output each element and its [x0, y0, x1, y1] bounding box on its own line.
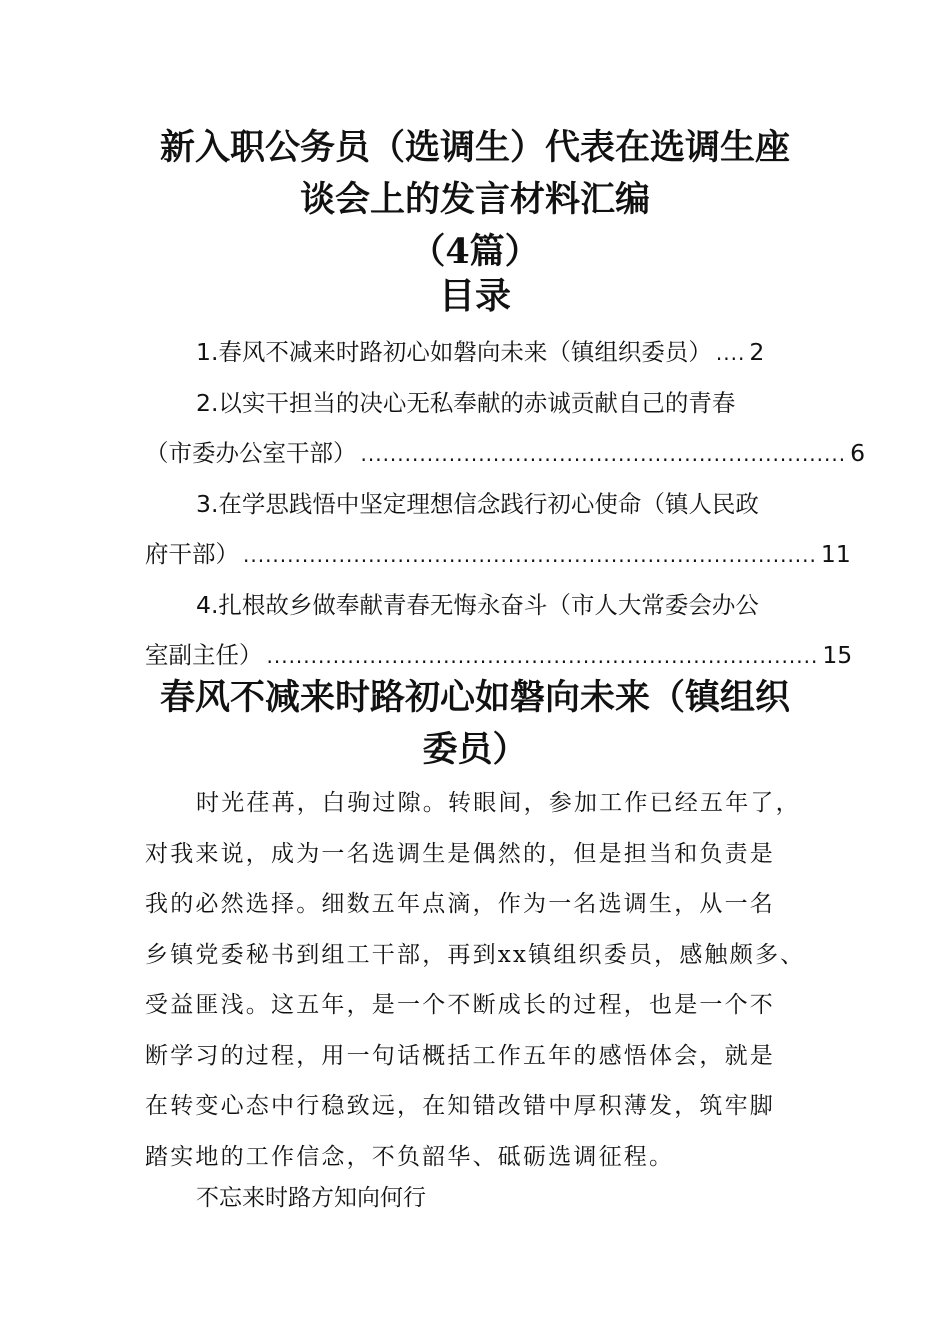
body-line: 我的必然选择。细数五年点滴，作为一名选调生，从一名 — [145, 891, 775, 917]
toc-entry-text-cont: 府干部） — [145, 540, 239, 568]
toc-entry-text: 1.春风不减来时路初心如磐向未来（镇组织委员） — [196, 338, 712, 366]
toc-entry-2[interactable] — [145, 378, 866, 479]
toc-leader-dots: ........................................................................... — [266, 644, 819, 668]
body-line: 时光荏苒，白驹过隙。转眼间，参加工作已经五年了， — [196, 790, 801, 816]
toc-entry-text: 3.在学思践悟中坚定理想信念践行初心使命（镇人民政 — [196, 490, 759, 518]
body-line: 对我来说，成为一名选调生是偶然的，但是担当和负责是 — [145, 840, 775, 867]
toc-entry-text-cont: 室副主任） — [145, 641, 263, 669]
table-of-contents — [145, 327, 866, 681]
toc-page-number: 11 — [820, 540, 851, 568]
document-title-line: 谈会上的发言材料汇编 — [299, 179, 650, 220]
body-line: 在转变心态中行稳致远，在知错改错中厚积薄发，筑牢脚 — [145, 1093, 775, 1119]
toc-entry-1[interactable] — [145, 327, 807, 378]
document-title-count: （4篇） — [410, 231, 540, 272]
subsection-heading: 不忘来时路方知向何行 — [196, 1185, 426, 1211]
section-title — [120, 672, 830, 776]
toc-leader-dots: .................................................................. — [360, 442, 847, 466]
toc-entry-text: 4.扎根故乡做奉献青春无悔永奋斗（市人大常委会办公 — [196, 591, 759, 619]
document-title — [120, 122, 830, 278]
toc-page-number: 2 — [749, 338, 765, 366]
body-line: 断学习的过程，用一句话概括工作五年的感悟体会，就是 — [145, 1042, 775, 1069]
toc-page-number: 6 — [850, 439, 866, 467]
toc-heading: 目录 — [438, 275, 511, 317]
section-title-line: 春风不减来时路初心如磐向未来（镇组织 — [159, 677, 790, 718]
body-line: 踏实地的工作信念，不负韶华、砥砺选调征程。 — [145, 1143, 675, 1170]
toc-page-number: 15 — [822, 641, 853, 669]
toc-entry-3[interactable] — [145, 479, 851, 580]
toc-leader-dots: .... — [715, 341, 746, 365]
toc-leader-dots: .............................................................................. — [243, 543, 817, 567]
document-title-line: 新入职公务员（选调生）代表在选调生座 — [159, 127, 790, 168]
toc-entry-text-cont: （市委办公室干部） — [145, 439, 357, 467]
toc-entry-4[interactable] — [145, 580, 853, 681]
body-paragraph — [145, 778, 825, 1182]
toc-entry-text: 2.以实干担当的决心无私奉献的赤诚贡献自己的青春 — [196, 389, 736, 417]
body-line: 受益匪浅。这五年，是一个不断成长的过程，也是一个不 — [145, 992, 775, 1018]
body-line: 乡镇党委秘书到组工干部，再到xx镇组织委员，感触颇多、 — [145, 941, 806, 968]
section-title-line: 委员） — [422, 729, 528, 770]
